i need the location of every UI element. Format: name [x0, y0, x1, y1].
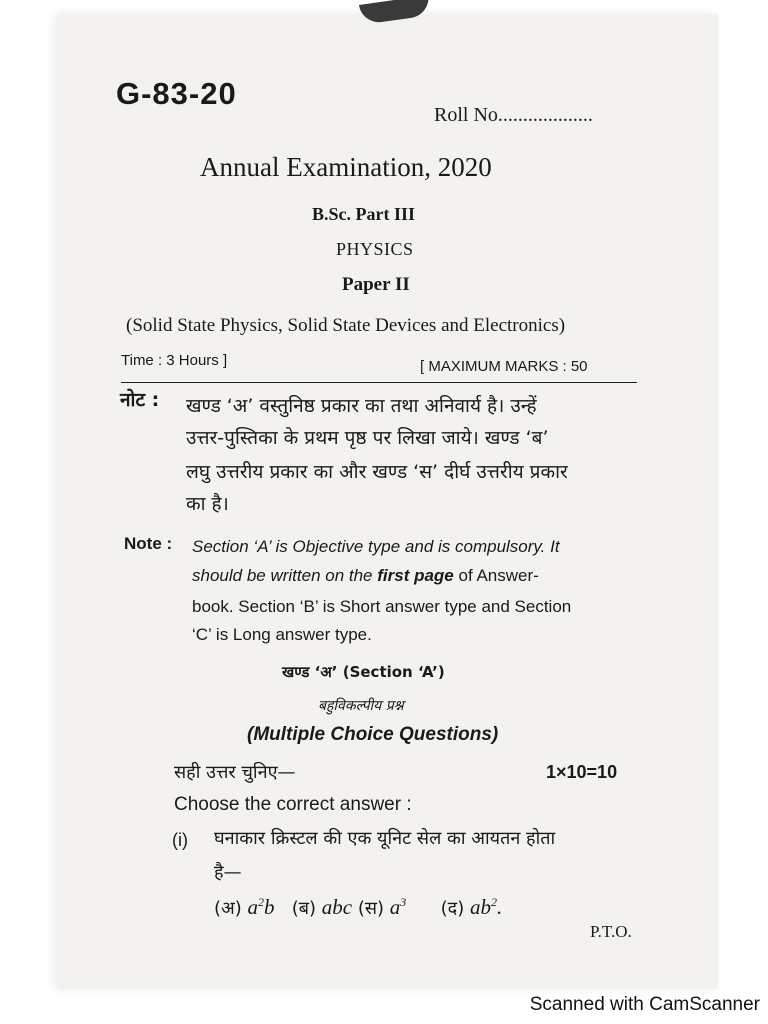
- first-page-emphasis: first page: [377, 566, 454, 585]
- subject-name: PHYSICS: [336, 239, 414, 259]
- option-label: (द): [440, 898, 465, 919]
- maximum-marks: [ MAXIMUM MARKS : 50: [420, 358, 588, 375]
- header-divider: [121, 382, 637, 383]
- option-math: $ab^2$.: [469, 895, 503, 919]
- camscanner-watermark: Scanned with CamScanner: [529, 994, 760, 1015]
- option-math: $a^3$: [389, 895, 407, 919]
- option-math: $a^2b$: [247, 895, 275, 919]
- question-text: है—: [214, 862, 242, 883]
- note-english-text: Section ‘A’ is Objective type and is compulsory. It: [192, 537, 560, 556]
- please-turn-over: P.T.O.: [590, 922, 632, 941]
- option-math: abc: [321, 895, 353, 919]
- mcq-heading-english: (Multiple Choice Questions): [247, 724, 499, 745]
- note-english-text: of Answer-: [453, 566, 539, 585]
- paper-number: Paper II: [342, 274, 410, 295]
- section-a-heading: खण्ड ‘अ’ (Section ‘A’): [282, 663, 445, 681]
- question-text: घनाकार क्रिस्टल की एक यूनिट सेल का आयतन होता: [214, 828, 556, 849]
- note-hindi-line: लघु उत्तरीय प्रकार का और खण्ड ‘स’ दीर्घ उत्तरीय प्रकार: [186, 461, 568, 483]
- note-english-line: book. Section ‘B’ is Short answer type and Section: [192, 597, 572, 616]
- paper-code: G-83-20: [116, 76, 237, 111]
- note-hindi-line: खण्ड ‘अ’ वस्तुनिष्ठ प्रकार का तथा अनिवार्य है। उन्हें: [186, 395, 537, 417]
- instruction-hindi: सही उत्तर चुनिए—: [174, 762, 296, 783]
- time-allowed: Time : 3 Hours ]: [121, 352, 228, 369]
- note-hindi-line: उत्तर-पुस्तिका के प्रथम पृष्ठ पर लिखा जाये। खण्ड ‘ब’: [186, 427, 549, 449]
- answer-options: [214, 895, 502, 920]
- paper-topics: (Solid State Physics, Solid State Devices and Electronics): [126, 315, 566, 336]
- note-english-line: [192, 566, 539, 586]
- option-label: (ब): [291, 898, 317, 919]
- note-english-line: [192, 537, 560, 557]
- note-english-text: should be written on the: [192, 566, 378, 585]
- roll-number-field: Roll No...................: [434, 104, 593, 126]
- note-hindi-line: का है।: [186, 493, 229, 515]
- option-c: [357, 895, 407, 919]
- option-b: [291, 895, 353, 919]
- marks-allocation: 1×10=10: [546, 762, 618, 782]
- mcq-heading-hindi: बहुविकल्पीय प्रश्न: [318, 698, 404, 714]
- course-name: B.Sc. Part III: [312, 204, 415, 224]
- option-label: (अ): [214, 898, 242, 919]
- option-a: [214, 895, 275, 919]
- option-d: [440, 895, 503, 919]
- note-english-line: ‘C’ is Long answer type.: [192, 625, 372, 644]
- question-number: (i): [172, 830, 188, 850]
- exam-title: Annual Examination, 2020: [200, 152, 492, 182]
- note-label-hindi: नोट :: [120, 389, 160, 411]
- option-label: (स): [357, 898, 385, 919]
- instruction-english: Choose the correct answer :: [174, 794, 412, 815]
- note-label-english: Note :: [124, 534, 173, 553]
